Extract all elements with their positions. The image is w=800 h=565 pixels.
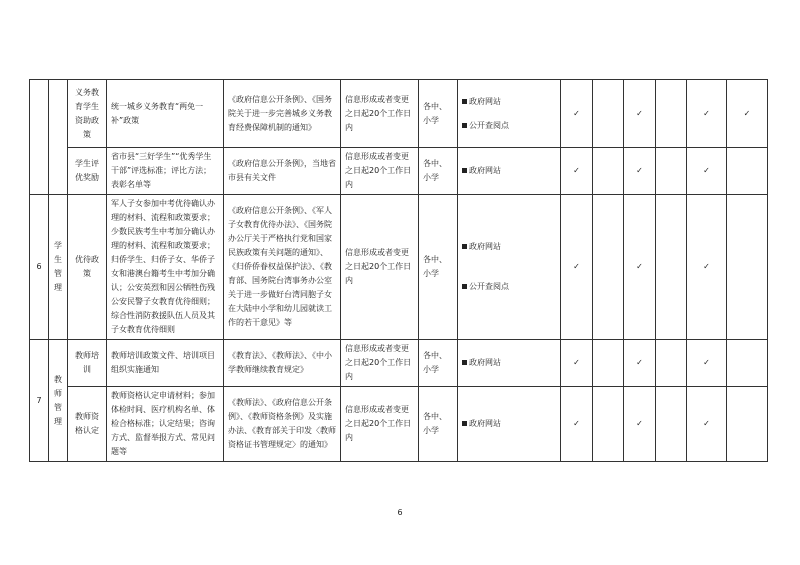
check-mark — [593, 340, 624, 387]
black-square-icon — [462, 123, 467, 128]
check-mark — [656, 340, 687, 387]
check-mark: ✓ — [687, 148, 727, 195]
check-mark: ✓ — [687, 387, 727, 462]
category-cell — [49, 80, 68, 195]
channel-label: 政府网站 — [469, 166, 501, 175]
channel-label: 政府网站 — [469, 419, 501, 428]
check-mark: ✓ — [624, 195, 656, 340]
check-mark: ✓ — [561, 340, 593, 387]
channel-label: 政府网站 — [469, 96, 501, 106]
check-mark — [656, 387, 687, 462]
basis-cell: 《政府信息公开条例》，当地省市县有关文件 — [224, 148, 341, 195]
timing-cell: 信息形成或者变更之日起20个工作日内 — [341, 340, 419, 387]
check-mark — [593, 195, 624, 340]
item-number: 7 — [30, 340, 49, 462]
check-mark: ✓ — [624, 387, 656, 462]
table-row — [30, 387, 768, 462]
timing-cell: 信息形成或者变更之日起20个工作日内 — [341, 148, 419, 195]
content-cell: 教师培训政策文件、培训项目组织实施通知 — [107, 340, 224, 387]
check-mark — [593, 148, 624, 195]
channel-cell — [458, 387, 561, 462]
black-square-icon — [462, 99, 467, 104]
channel-label: 公开查阅点 — [469, 120, 509, 130]
check-mark: ✓ — [687, 80, 727, 148]
check-mark — [593, 387, 624, 462]
timing-cell: 信息形成或者变更之日起20个工作日内 — [341, 195, 419, 340]
subcategory-cell: 义务教育学生资助政策 — [68, 80, 107, 148]
content-cell: 省市县“三好学生”“优秀学生干部”评选标准；评比方法；表彰名单等 — [107, 148, 224, 195]
table-row — [30, 148, 768, 195]
category-cell: 学生管理 — [49, 195, 68, 340]
check-mark — [727, 340, 768, 387]
check-mark — [656, 148, 687, 195]
check-mark: ✓ — [687, 195, 727, 340]
subcategory-cell: 优待政策 — [68, 195, 107, 340]
check-mark — [593, 80, 624, 148]
channel-cell — [458, 80, 561, 148]
black-square-icon — [462, 421, 467, 426]
category-cell: 教师管理 — [49, 340, 68, 462]
black-square-icon — [462, 244, 467, 249]
black-square-icon — [462, 360, 467, 365]
item-number — [30, 80, 49, 195]
page-number: 6 — [397, 508, 403, 517]
channel-label: 公开查阅点 — [469, 282, 509, 291]
channel-label: 政府网站 — [469, 242, 501, 251]
subject-cell: 各中、小学 — [419, 340, 458, 387]
subcategory-cell: 教师资格认定 — [68, 387, 107, 462]
content-cell: 教师资格认定申请材料；参加体检时间、医疗机构名单、体检合格标准；认定结果；咨询方式、监督举报方式、常见问题等 — [107, 387, 224, 462]
channel-label: 政府网站 — [469, 358, 501, 367]
channel-cell — [458, 340, 561, 387]
check-mark: ✓ — [561, 80, 593, 148]
channel-cell — [458, 195, 561, 340]
basis-cell: 《教师法》、《政府信息公开条例》、《教师资格条例》及实施办法、《教育部关于印发〈教师资格证书管理规定〉的通知》 — [224, 387, 341, 462]
check-mark: ✓ — [561, 195, 593, 340]
subject-cell: 各中、小学 — [419, 148, 458, 195]
timing-cell: 信息形成或者变更之日起20个工作日内 — [341, 387, 419, 462]
check-mark: ✓ — [687, 340, 727, 387]
subcategory-cell: 教师培训 — [68, 340, 107, 387]
table-row — [30, 340, 768, 387]
document-table — [29, 79, 768, 462]
subcategory-cell: 学生评优奖励 — [68, 148, 107, 195]
channel-cell — [458, 148, 561, 195]
table-row — [30, 80, 768, 148]
subject-cell: 各中、小学 — [419, 80, 458, 148]
check-mark: ✓ — [727, 80, 768, 148]
check-mark: ✓ — [624, 148, 656, 195]
check-mark — [727, 195, 768, 340]
check-mark — [656, 195, 687, 340]
content-cell: 统一城乡义务教育“两免一补”政策 — [107, 80, 224, 148]
basis-cell: 《教育法》、《教师法》、《中小学教师继续教育规定》 — [224, 340, 341, 387]
basis-cell: 《政府信息公开条例》、《军人子女教育优待办法》、《国务院办公厅关于严格执行党和国家民族政策有关问题的通知》、《归侨侨眷权益保护法》、《教育部、国务院台湾事务办公室关于进一步做好台湾同胞子女在大陆中小学和幼儿园就读工作的若干意见》等 — [224, 195, 341, 340]
content-cell: 军人子女参加中考优待确认办理的材料、流程和政策要求；少数民族考生中考加分确认办理的材料、流程和政策要求；归侨学生、归侨子女、华侨子女和港澳台籍考生中考加分确认；公安英烈和因公牺牲伤残公安民警子女教育优待细则；综合性消防救援队伍人员及其子女教育优待细则 — [107, 195, 224, 340]
black-square-icon — [462, 168, 467, 173]
check-mark — [656, 80, 687, 148]
table-row — [30, 195, 768, 340]
check-mark — [727, 148, 768, 195]
subject-cell: 各中、小学 — [419, 387, 458, 462]
timing-cell: 信息形成或者变更之日起20个工作日内 — [341, 80, 419, 148]
basis-cell: 《政府信息公开条例》、《国务院关于进一步完善城乡义务教育经费保障机制的通知》 — [224, 80, 341, 148]
item-number: 6 — [30, 195, 49, 340]
subject-cell: 各中、小学 — [419, 195, 458, 340]
check-mark: ✓ — [624, 80, 656, 148]
black-square-icon — [462, 284, 467, 289]
check-mark: ✓ — [561, 148, 593, 195]
check-mark: ✓ — [624, 340, 656, 387]
check-mark — [727, 387, 768, 462]
check-mark: ✓ — [561, 387, 593, 462]
